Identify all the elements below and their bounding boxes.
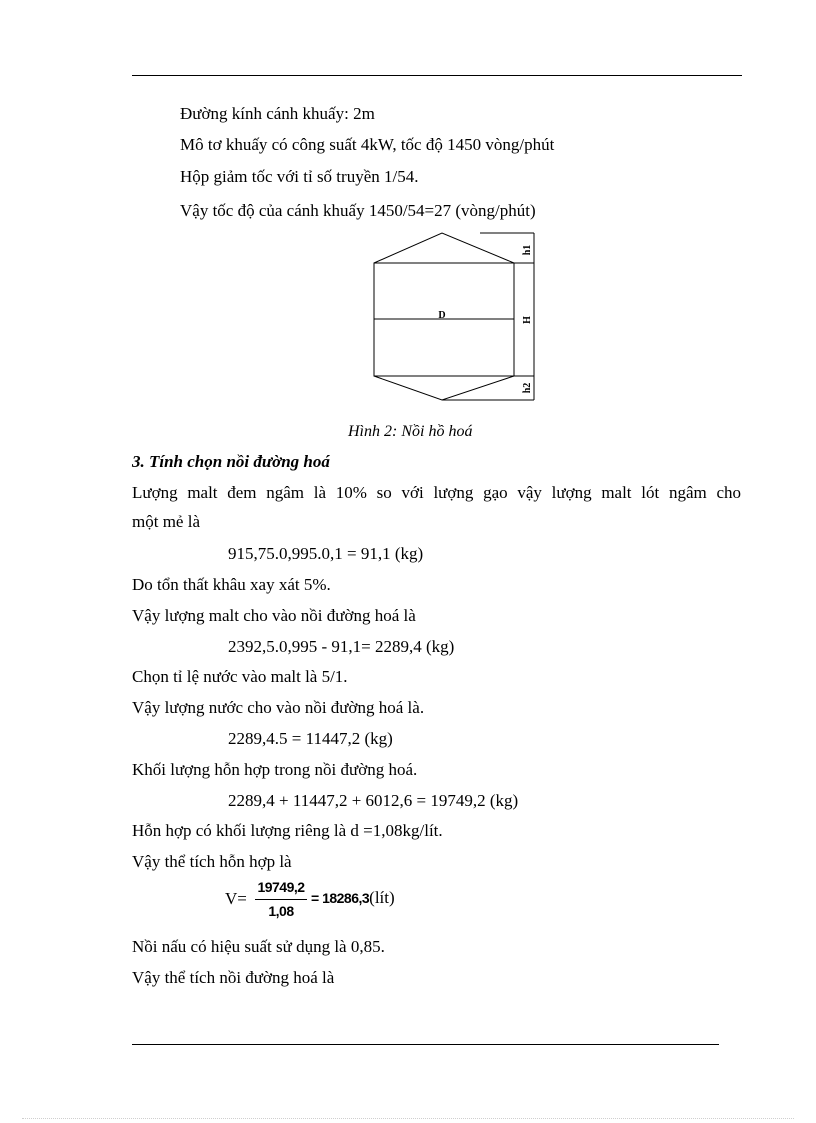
figure-caption: Hình 2: Nồi hồ hoá [348,423,473,440]
text-line: Vậy lượng nước cho vào nồi đường hoá là. [132,698,425,717]
fraction-numerator: 19749,2 [257,879,305,895]
text-line: Chọn tỉ lệ nước vào malt là 5/1. [132,667,348,686]
text-line: Hộp giảm tốc với tỉ số truyền 1/54. [180,167,419,186]
equation: 2392,5.0,995 - 91,1= 2289,4 (kg) [228,637,455,656]
equation: 2289,4.5 = 11447,2 (kg) [228,729,393,748]
fraction-prefix: V= [225,889,247,908]
fraction-result [311,889,395,907]
text-line: Do tổn thất khâu xay xát 5%. [132,575,331,594]
text-line: Nồi nấu có hiệu suất sử dụng là 0,85. [132,937,385,956]
label-h2: h2 [522,382,533,394]
text-line: Vậy thể tích nồi đường hoá là [132,968,335,987]
fraction-bar [255,899,307,900]
label-D: D [438,310,446,321]
tank-diagram [360,228,540,403]
text-line: Vậy tốc độ của cánh khuấy 1450/54=27 (vòng/phút) [180,201,536,220]
text-line: Khối lượng hỗn hợp trong nồi đường hoá. [132,760,418,779]
text-line: Đường kính cánh khuấy: 2m [180,104,375,123]
paragraph-line: một mẻ là [132,512,200,531]
result-unit: (lít) [369,888,395,907]
text-line: Vậy thể tích hỗn hợp là [132,852,292,871]
tank-top-cone [374,233,514,263]
fraction-denominator: 1,08 [268,903,294,919]
label-H: H [522,316,533,324]
text-line: Hỗn hợp có khối lượng riêng là d =1,08kg/lít. [132,821,443,840]
section-heading: 3. Tính chọn nồi đường hoá [132,452,330,471]
tank-bottom-cone [374,376,514,400]
equation: 915,75.0,995.0,1 = 91,1 (kg) [228,544,424,563]
result-value: = 18286,3 [311,890,370,906]
header-rule [132,75,742,76]
text-line: Mô tơ khuấy có công suất 4kW, tốc độ 1450 vòng/phút [180,135,555,154]
equation: 2289,4 + 11447,2 + 6012,6 = 19749,2 (kg) [228,791,519,810]
footer-rule [132,1044,719,1045]
paragraph-line: Lượng malt đem ngâm là 10% so với lượng gạo vậy lượng malt lót ngâm cho [132,483,741,502]
label-h1: h1 [522,244,533,256]
page-edge [22,1118,794,1119]
text-line: Vậy lượng malt cho vào nồi đường hoá là [132,606,416,625]
